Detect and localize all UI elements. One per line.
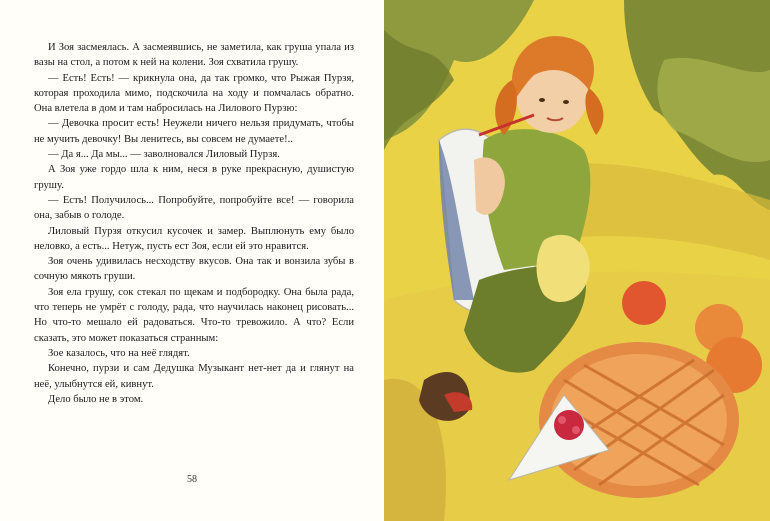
page-number: 58	[187, 474, 197, 485]
paragraph: Лиловый Пурзя откусил кусочек и замер. Выплюнуть ему было неловко, а есть... Нетуж, пусть ест Зоя, если ей это нравится.	[34, 225, 354, 252]
paragraph: — Есть! Есть! — крикнула она, да так громко, что Рыжая Пурзя, которая проходила мимо, подскочила на ходу и помчалась обратно. Она влетела в дом и там набросилась на Лилового Пурзю:	[34, 72, 354, 115]
paragraph: Дело было не в этом.	[48, 393, 144, 405]
paragraph: А Зоя уже гордо шла к ним, неся в руке прекрасную, душистую грушу.	[34, 164, 354, 191]
text-page	[0, 0, 384, 521]
paragraph: И Зоя засмеялась. А засмеявшись, не заметила, как груша упала из вазы на стол, а потом к ней на колени. Зоя схватила грушу.	[34, 42, 354, 69]
paragraph: Зоя ела грушу, сок стекал по щекам и подбородку. Она была рада, что теперь не умрёт с голоду, рада, что научилась наконец рисовать... Но что-то мешало ей радоваться. Что-то тревожило. А что? Если сказать, это может показаться странным:	[34, 286, 354, 344]
illustration-page	[384, 0, 770, 521]
berries	[554, 410, 584, 440]
girl-eye	[563, 100, 569, 104]
illustration	[384, 0, 770, 521]
paragraph: Конечно, пурзи и сам Дедушка Музыкант нет-нет да и глянут на неё, улыбнутся ей, кивнут.	[34, 363, 354, 390]
paragraph: Зоя очень удивилась несходству вкусов. Она так и вонзила зубы в сочную мякоть груши.	[34, 256, 354, 283]
paragraph: — Да я... Да мы... — заволновался Лиловый Пурзя.	[48, 149, 280, 161]
paragraph: — Есть! Получилось... Попробуйте, попробуйте все! — говорила она, забыв о голоде.	[34, 194, 354, 222]
girl-eye	[539, 98, 545, 102]
peach	[622, 281, 666, 325]
paragraph: — Девочка просит есть! Неужели ничего нельзя придумать, чтобы не мучить девочку! Вы ленитесь, вы совсем не думаете!..	[34, 118, 354, 145]
story-text	[34, 40, 354, 407]
paragraph: Зое казалось, что на неё глядят.	[48, 347, 190, 359]
